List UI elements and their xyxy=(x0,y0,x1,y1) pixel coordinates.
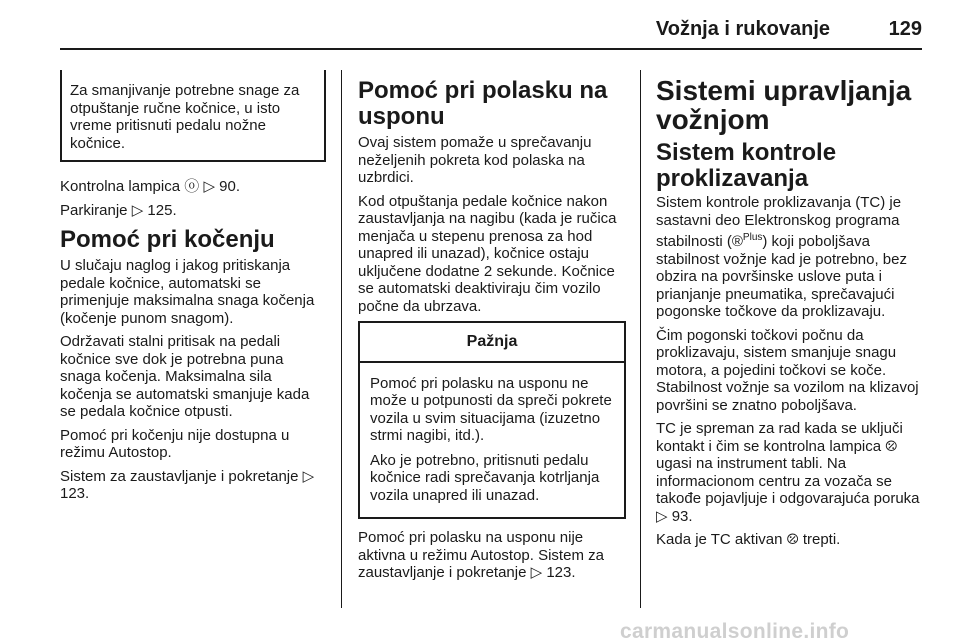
column-divider xyxy=(640,70,641,608)
reference-arrow-icon: ▷ xyxy=(656,507,668,525)
page-title: Vožnja i rukovanje xyxy=(655,18,830,40)
caution-body xyxy=(360,363,624,518)
caution-title: Pažnja xyxy=(360,323,624,363)
watermark: carmanualsonline.info xyxy=(620,620,850,643)
paragraph: U slučaju naglog i jakog pritiskanja pedale kočnice, automatski se primenjuje maksimalna snaga kočenja (kočenje punom snagom). xyxy=(60,257,315,327)
traction-control-icon: ⦼ xyxy=(786,531,799,548)
section-heading-brake-assist: Pomoć pri kočenju xyxy=(60,226,275,253)
paragraph: Pomoć pri polasku na usponu nije aktivna u režimu Autostop. Sistem za zaustavljanje i pokretanje ▷ 123. xyxy=(358,529,604,581)
brake-warning-icon: ⓞ xyxy=(184,178,200,195)
caution-box xyxy=(358,321,626,519)
reference-arrow-icon: ▷ xyxy=(302,467,315,485)
column-right xyxy=(656,70,926,555)
parking-paragraph: Parkiranje ▷ 125. xyxy=(60,201,177,219)
warning-lamp-paragraph: Kontrolna lampica ⓞ ▷ 90. xyxy=(60,178,241,195)
paragraph: Kada je TC aktivan ⦼ trepti. xyxy=(656,531,841,548)
chapter-heading-driving-systems: Sistemi upravljanja vožnjom xyxy=(656,75,912,135)
paragraph: TC je spreman za rad kada se uključi kontakt i čim se kontrolna lampica ⦼ ugasi na instrument tabli. Na informacionom centru za vozača se takođe pojavljuje i odgovarajuća poruka ▷ 93. xyxy=(656,420,920,525)
page-reference-link[interactable]: 90. xyxy=(219,178,241,195)
paragraph: Kod otpuštanja pedale kočnice nakon zaustavljanja na nagibu (kada je ručica menjača u stepenu prenosa za hod unapred ili unazad), kočnice ostaju uključene dodatne 2 sekunde. Kočnice se automatski deaktiviraju čim vozilo počne da ubrzava. xyxy=(358,192,617,315)
column-middle xyxy=(358,70,626,588)
page-reference-link[interactable]: 123. xyxy=(60,485,90,502)
traction-control-icon: ⦼ xyxy=(885,437,898,455)
paragraph: Održavati stalni pritisak na pedali kočnice sve dok je potrebna puna snaga kočenja. Maksimalna sila kočenja se automatski smanjuje kada se pedala kočnice otpusti. xyxy=(60,333,310,420)
section-heading-hill-start-assist: Pomoć pri polasku na usponu xyxy=(358,77,608,130)
paragraph: Pomoć pri polasku na usponu ne može u potpunosti da spreči pokrete vozila u svim situacijama (izuzetno strmi nagibi, itd.). xyxy=(370,374,612,444)
column-divider xyxy=(341,70,342,608)
boxed-note xyxy=(60,70,326,162)
page-reference-link[interactable]: 125. xyxy=(147,201,177,219)
page-number: 129 xyxy=(888,18,922,40)
paragraph: Ako je potrebno, pritisnuti pedalu kočnice radi sprečavanja kotrljanja vozila unapred ili unazad. xyxy=(370,451,600,504)
section-heading-traction-control: Sistem kontrole proklizavanja xyxy=(656,139,837,192)
column-left xyxy=(60,70,326,509)
reference-arrow-icon: ▷ xyxy=(131,201,144,219)
reference-arrow-icon: ▷ xyxy=(530,564,543,581)
paragraph: Sistem kontrole proklizavanja (TC) je sastavni deo Elektronskog programa stabilnosti (®$^{Plus}$) koji poboljšava stabilnost vožnje kad je potrebno, bez obzira na površinske uslove puta i prianjanje pneumatika, sprečavajući pogonske točkove da proklizavaju. xyxy=(656,194,907,320)
paragraph: Sistem za zaustavljanje i pokretanje ▷ 123. xyxy=(60,467,315,502)
page-reference-link[interactable]: 123. xyxy=(546,564,576,581)
page-header xyxy=(60,14,922,50)
paragraph: Ovaj sistem pomaže u sprečavanju neželjenih pokreta kod polaska na uzbrdici. xyxy=(358,134,592,186)
paragraph: Pomoć pri kočenju nije dostupna u režimu Autostop. xyxy=(60,426,290,461)
boxed-note-text: Za smanjivanje potrebne snage za otpuštanje ručne kočnice, u isto vreme pritisnuti pedalu nožne kočnice. xyxy=(70,82,300,152)
paragraph: Čim pogonski točkovi počnu da proklizavaju, sistem smanjuje snagu motora, a pojedini točkovi se koče. Stabilnost vožnje sa vozilom na klizavoj površini se znatno poboljšava. xyxy=(656,326,919,414)
reference-arrow-icon: ▷ xyxy=(203,178,215,195)
page-reference-link[interactable]: 93. xyxy=(671,507,693,525)
